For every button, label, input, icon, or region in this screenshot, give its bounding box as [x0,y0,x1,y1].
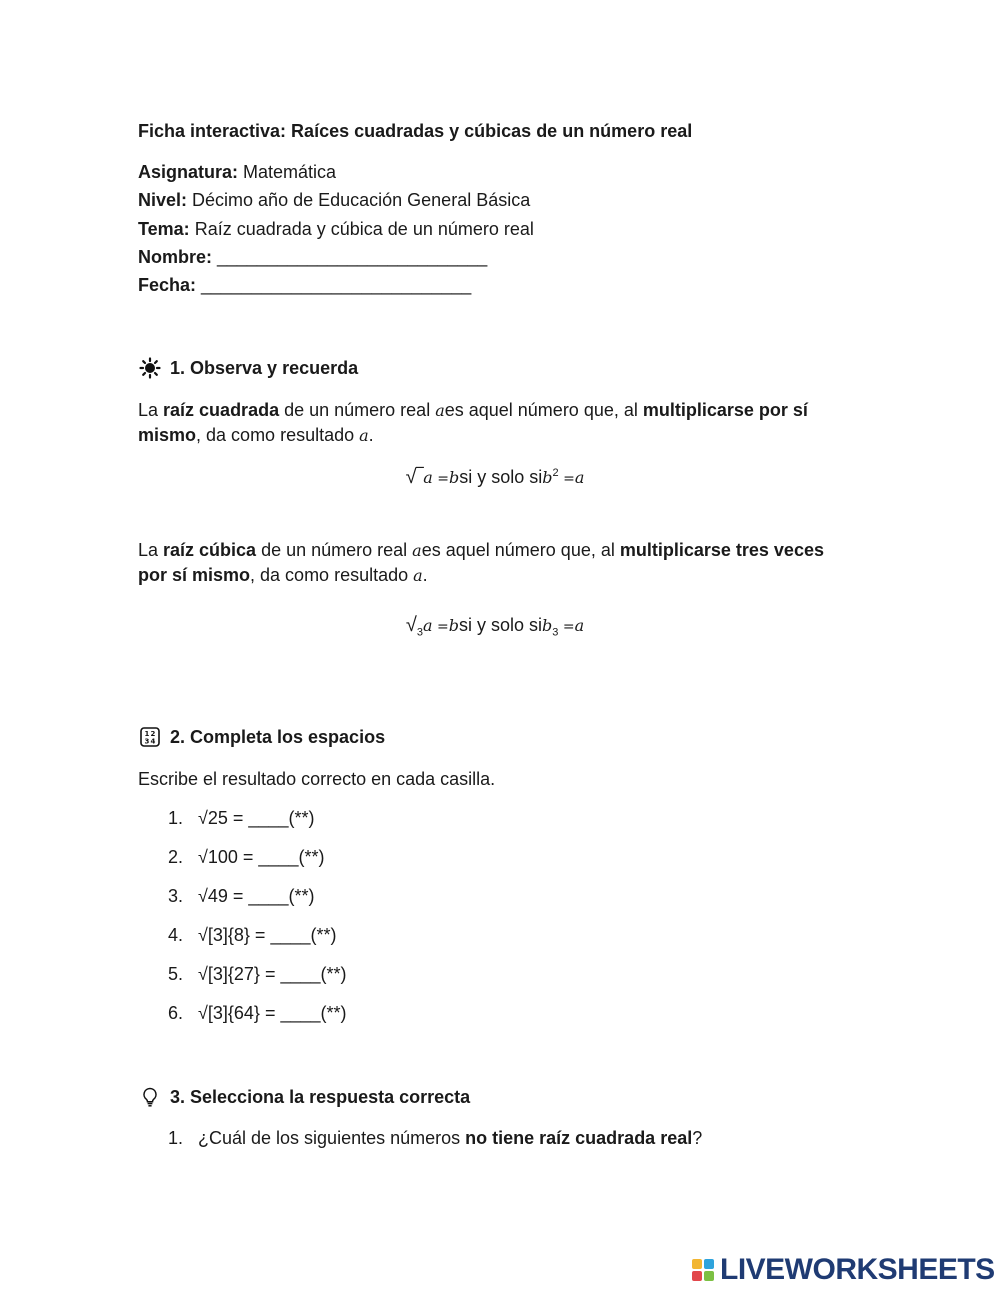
list-item: 1. √25 = ____(**) [168,808,315,828]
tema-row [138,219,534,240]
svg-text:4: 4 [150,737,156,746]
logo-mark-icon [692,1259,714,1281]
section2-title: 2. Completa los espacios [170,726,386,747]
fecha-blank: ___________________________ [196,275,472,295]
fecha-row [138,275,471,296]
list-item: 2. √100 = ____(**) [168,847,325,867]
svg-text:3: 3 [144,737,150,746]
question-1: 1. ¿Cuál de los siguientes números no tiene raíz cuadrada real? [168,1128,703,1148]
exercise-text[interactable]: √100 = ____(**) [198,847,325,867]
lightbulb-icon [138,1085,162,1109]
cube-root-formula: $√_3a =bsi$ y solo sib$_3$ =a [405,614,585,639]
section2-instruction: Escribe el resultado correcto en cada casilla. [138,769,496,789]
exercise-text[interactable]: √[3]{27} = ____(**) [198,964,347,984]
exercise-text[interactable]: √49 = ____(**) [198,886,315,906]
exercise-text[interactable]: √25 = ____(**) [198,808,315,828]
section3-heading [138,1085,470,1109]
sun-icon [138,356,162,380]
asignatura-value: Matemática [238,162,337,182]
exercise-text[interactable]: √[3]{64} = ____(**) [198,1003,347,1023]
nivel-row [138,190,530,211]
nombre-label: Nombre: [138,247,213,267]
brand-name: LIVEWORKSHEETS [720,1253,995,1286]
svg-text:2: 2 [150,730,156,738]
square-root-formula: √‾a =bsi y solo sib$^2$ =a [405,466,585,488]
cube-root-definition: La raíz cúbica de un número real aes aquel número que, al multiplicarse tres veces por sí mismo, da como resultado a. [138,540,824,585]
list-item: 5. √[3]{27} = ____(**) [168,964,347,984]
page-title: Ficha interactiva: Raíces cuadradas y cúbicas de un número real [138,121,693,141]
numbers-icon [138,725,162,749]
nombre-row [138,247,487,268]
section2-heading [138,725,385,749]
tema-label: Tema: [138,219,190,239]
nombre-blank: ___________________________ [212,247,488,267]
list-item: 3. √49 = ____(**) [168,886,315,906]
section3-title: 3. Selecciona la respuesta correcta [170,1086,471,1107]
list-item: 6. √[3]{64} = ____(**) [168,1003,347,1023]
asignatura-label: Asignatura: [138,162,239,182]
asignatura-row [138,162,336,183]
nivel-label: Nivel: [138,190,188,210]
svg-text:1: 1 [144,730,150,738]
square-root-definition: La raíz cuadrada de un número real aes aquel número que, al multiplicarse por sí mismo, da como resultado a. [138,400,808,445]
tema-value: Raíz cuadrada y cúbica de un número real [189,219,534,239]
nivel-value: Décimo año de Educación General Básica [187,190,531,210]
section1-title: 1. Observa y recuerda [170,357,359,378]
fecha-label: Fecha: [138,275,197,295]
section1-heading [138,356,358,380]
liveworksheets-logo[interactable] [692,1253,995,1287]
list-item: 4. √[3]{8} = ____(**) [168,925,337,945]
exercise-text[interactable]: √[3]{8} = ____(**) [198,925,337,945]
